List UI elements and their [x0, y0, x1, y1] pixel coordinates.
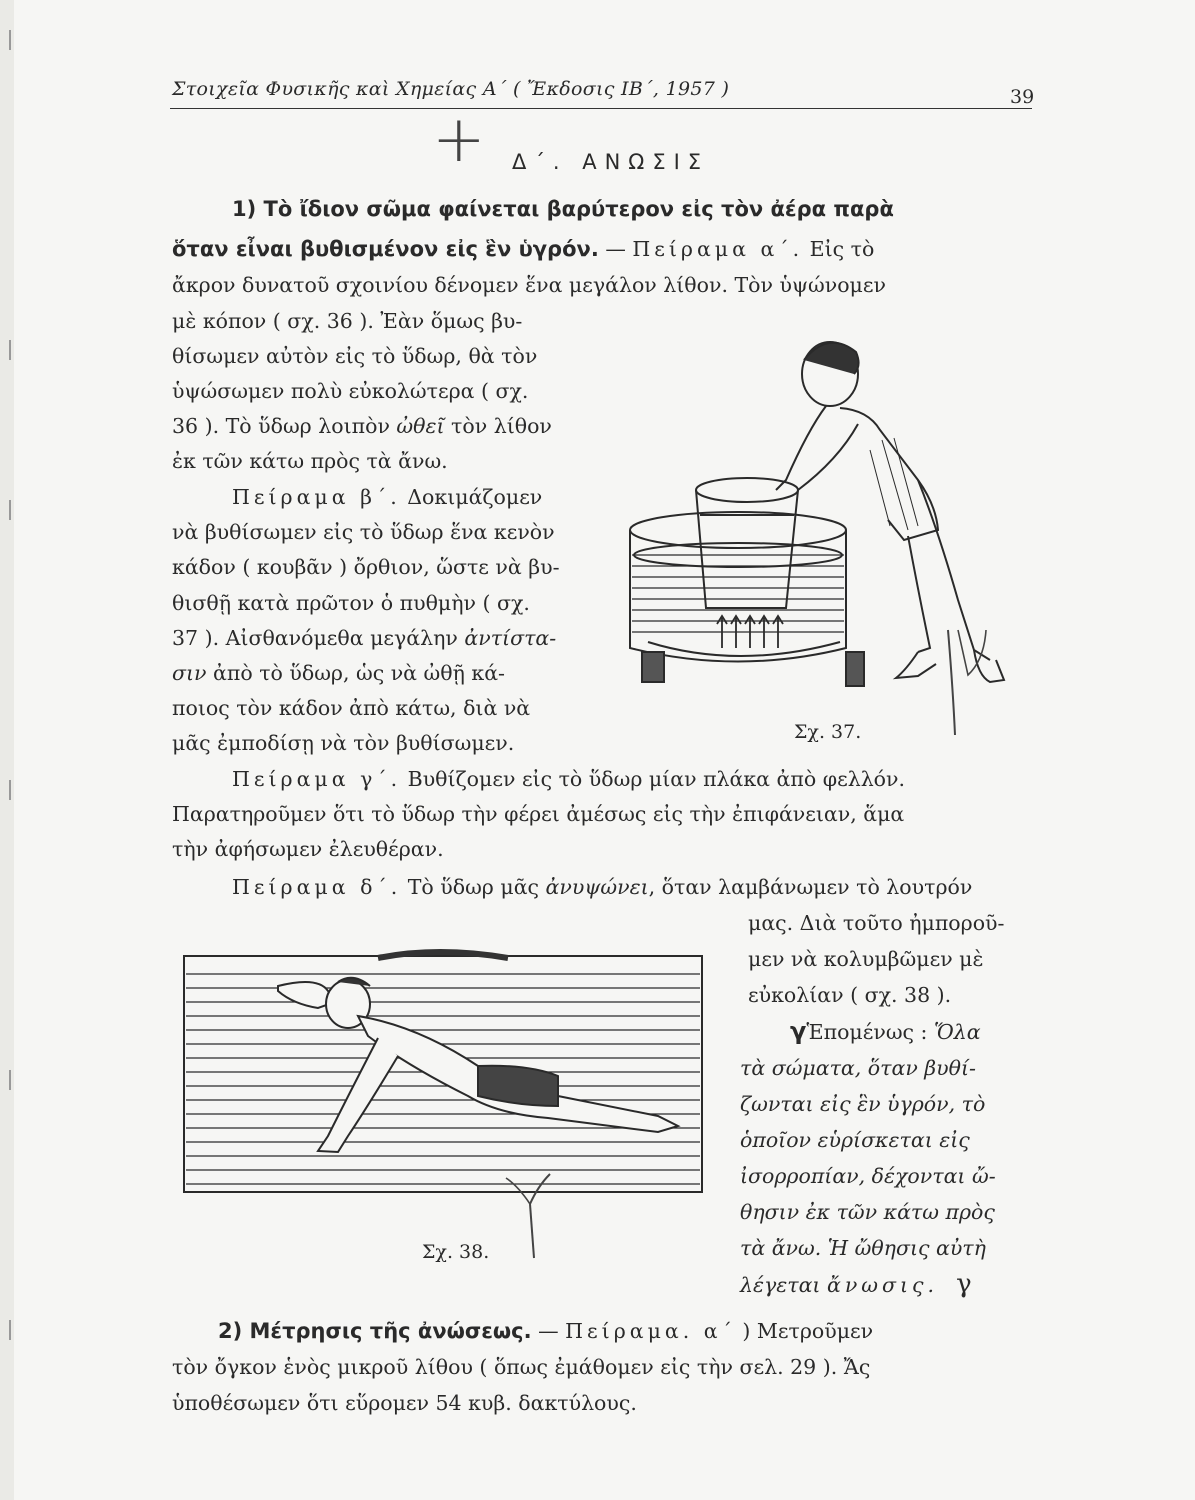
conclusion-line-7: τὰ ἄνω. Ἡ ὤθησις αὐτὴ: [740, 1236, 986, 1260]
conclusion-line-3: ζωνται εἰς ἓν ὑγρόν, τὸ: [740, 1092, 986, 1116]
p2-line-4: θισθῇ κατὰ πρῶτον ὁ πυθμὴν ( σχ.: [172, 591, 530, 615]
p1-bold-line-1: 1) Τὸ ἴδιον σῶμα φαίνεται βαρύτερον εἰς τὸν ἀέρα παρὰ: [232, 197, 894, 221]
p4-line-1: Πείραμα δ΄. Τὸ ὕδωρ μᾶς ἀνυψώνει, ὅταν λαμβάνωμεν τὸ λουτρόν: [232, 875, 973, 899]
p3-line-2: Παρατηροῦμεν ὅτι τὸ ὕδωρ τὴν φέρει ἀμέσως εἰς τὴν ἐπιφάνειαν, ἅμα: [172, 802, 905, 826]
fig37-caption: Σχ. 37.: [794, 721, 862, 743]
p4-line-3: μεν νὰ κολυμβῶμεν μὲ: [748, 947, 984, 971]
p4-line-2: μας. Διὰ τοῦτο ἠμποροῦ-: [748, 911, 1005, 935]
handwritten-cross-mark: +: [432, 103, 486, 177]
p1-line-3: ἄκρον δυνατοῦ σχοινίου δένομεν ἕνα μεγάλον λίθον. Τὸν ὑψώνομεν: [172, 273, 886, 297]
binding-edge: [0, 0, 14, 1500]
conclusion-line-4: ὁποῖον εὑρίσκεται εἰς: [740, 1128, 970, 1152]
figure-37-illustration: [618, 330, 1018, 750]
p3-line-1: Πείραμα γ΄. Βυθίζομεν εἰς τὸ ὕδωρ μίαν πλάκα ἀπὸ φελλόν.: [232, 767, 906, 791]
p2-line-7: ποιος τὸν κάδον ἀπὸ κάτω, διὰ νὰ: [172, 696, 531, 720]
conclusion-line-8: λέγεται ἄνωσις. γ: [740, 1269, 972, 1299]
conclusion-line-2: τὰ σώματα, ὅταν βυθί-: [740, 1056, 976, 1080]
p3-line-3: τὴν ἀφήσωμεν ἐλευθέραν.: [172, 837, 444, 861]
p2-line-1: Πείραμα β΄. Δοκιμάζομεν: [232, 485, 543, 509]
p1-line-6: ὑψώσωμεν πολὺ εὐκολώτερα ( σχ.: [172, 379, 529, 403]
p2-line-6: σιν ἀπὸ τὸ ὕδωρ, ὡς νὰ ὠθῇ κά-: [172, 661, 505, 685]
conclusion-line-5: ἰσορροπίαν, δέχονται ὤ-: [740, 1164, 996, 1188]
figure-38-illustration: [178, 946, 738, 1266]
p2-line-3: κάδον ( κουβᾶν ) ὄρθιον, ὥστε νὰ βυ-: [172, 555, 560, 579]
p5-line-1: 2) Μέτρησις τῆς ἀνώσεως. — Πείραμα. α΄ ) Μετροῦμεν: [218, 1319, 874, 1343]
p1-line-7: 36 ). Τὸ ὕδωρ λοιπὸν ὠθεῖ τὸν λίθον: [172, 414, 552, 438]
p2-line-2: νὰ βυθίσωμεν εἰς τὸ ὕδωρ ἕνα κενὸν: [172, 520, 555, 544]
header-rule: [170, 108, 1032, 109]
fig38-caption: Σχ. 38.: [422, 1241, 490, 1263]
p1-line-5: θίσωμεν αὐτὸν εἰς τὸ ὕδωρ, θὰ τὸν: [172, 344, 538, 368]
p4-line-4: εὐκολίαν ( σχ. 38 ).: [748, 983, 952, 1007]
p1-line-8: ἐκ τῶν κάτω πρὸς τὰ ἄνω.: [172, 449, 448, 473]
p2-line-5: 37 ). Αἰσθανόμεθα μεγάλην ἀντίστα-: [172, 626, 557, 650]
p5-line-3: ὑποθέσωμεν ὅτι εὕρομεν 54 κυβ. δακτύλους.: [172, 1391, 637, 1415]
running-header: Στοιχεῖα Φυσικῆς καὶ Χημείας Α΄ ( Ἔκδοσις ΙΒ΄, 1957 ): [172, 78, 730, 100]
section-title: Δ΄. ΑΝΩΣΙΣ: [512, 150, 710, 174]
conclusion-line-6: θησιν ἐκ τῶν κάτω πρὸς: [740, 1200, 995, 1224]
p2-line-8: μᾶς ἐμποδίσῃ νὰ τὸν βυθίσωμεν.: [172, 731, 515, 755]
conclusion-line-1: γἙπομένως : Ὅλα: [790, 1017, 981, 1045]
p5-line-2: τὸν ὄγκον ἑνὸς μικροῦ λίθου ( ὅπως ἐμάθομεν εἰς τὴν σελ. 29 ). Ἄς: [172, 1355, 871, 1379]
page-number: 39: [1010, 86, 1035, 108]
p1-line-2: ὅταν εἶναι βυθισμένον εἰς ἓν ὑγρόν. — Πείραμα α΄. Εἰς τὸ: [172, 237, 875, 261]
p1-line-4: μὲ κόπον ( σχ. 36 ). Ἐὰν ὅμως βυ-: [172, 309, 523, 333]
